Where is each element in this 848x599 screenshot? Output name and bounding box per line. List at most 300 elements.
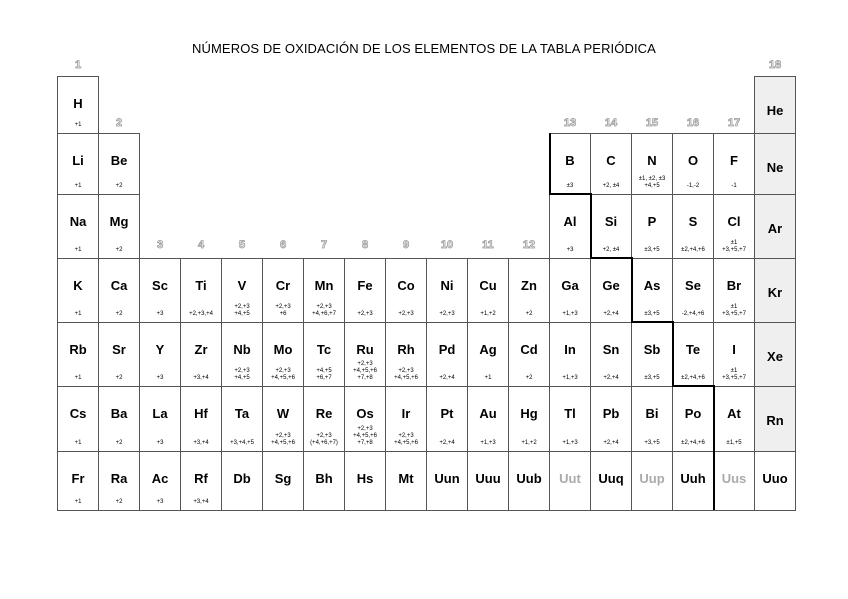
metal-nonmetal-divider — [549, 133, 551, 194]
oxidation-state-line: +3,+4,+5 — [230, 440, 254, 446]
element-symbol: Pt — [440, 406, 454, 421]
element-cell-po — [672, 386, 714, 452]
element-symbol: Xe — [767, 349, 783, 364]
oxidation-state-line: +2,+3 — [398, 368, 414, 374]
oxidation-state-line: +2,+3 — [357, 426, 373, 432]
group-label-13: 13 — [563, 117, 577, 129]
oxidation-state-line: ±3,+5 — [644, 247, 660, 253]
element-cell-si — [590, 194, 632, 259]
element-cell-cd — [508, 322, 550, 387]
element-symbol: Ni — [440, 278, 454, 293]
oxidation-state-line: ±1, ±2, ±3 — [638, 176, 666, 182]
element-cell-f — [713, 133, 755, 195]
oxidation-states — [509, 311, 549, 318]
oxidation-states — [345, 361, 385, 382]
element-cell-ni — [426, 258, 468, 323]
element-cell-ag — [467, 322, 509, 387]
element-cell-pb — [590, 386, 632, 452]
oxidation-states — [304, 433, 344, 447]
element-cell-bi — [631, 386, 673, 452]
element-symbol: Hg — [520, 406, 538, 421]
oxidation-state-line: (+4,+6,+7) — [310, 440, 338, 446]
oxidation-state-line: +1 — [74, 311, 82, 317]
oxidation-state-line: +3,+5,+7 — [722, 311, 746, 317]
oxidation-states — [386, 368, 426, 382]
element-symbol: Ra — [110, 471, 128, 486]
oxidation-state-line: +2,+3 — [357, 311, 373, 317]
element-cell-ti — [180, 258, 222, 323]
oxidation-state-line: ±3,+5 — [644, 375, 660, 381]
element-symbol: F — [730, 153, 738, 168]
element-cell-tl — [549, 386, 591, 452]
oxidation-states — [673, 311, 713, 318]
element-cell-tc — [303, 322, 345, 387]
element-cell-br — [713, 258, 755, 323]
oxidation-states — [345, 311, 385, 318]
oxidation-states — [58, 375, 98, 382]
oxidation-state-line: ±1,+5 — [726, 440, 742, 446]
oxidation-states — [509, 375, 549, 382]
element-cell-sb — [631, 322, 673, 387]
element-symbol: Rb — [69, 342, 87, 357]
element-cell-os — [344, 386, 386, 452]
element-symbol: W — [276, 406, 290, 421]
oxidation-states — [222, 368, 262, 382]
oxidation-state-line: +4,+5 — [644, 183, 660, 189]
oxidation-states — [386, 433, 426, 447]
element-cell-fr — [57, 451, 99, 511]
element-cell-sn — [590, 322, 632, 387]
element-cell-mt — [385, 451, 427, 511]
oxidation-state-line: +2, ±4 — [602, 183, 620, 189]
oxidation-state-line: +3 — [156, 311, 164, 317]
element-cell-ru — [344, 322, 386, 387]
group-label-17: 17 — [727, 117, 741, 129]
oxidation-states — [58, 247, 98, 254]
element-cell-la — [139, 386, 181, 452]
element-symbol: Mn — [314, 278, 334, 293]
element-cell-ca — [98, 258, 140, 323]
metal-nonmetal-divider — [590, 193, 592, 259]
oxidation-states — [427, 311, 467, 318]
oxidation-state-line: -1 — [731, 183, 737, 189]
oxidation-states — [714, 368, 754, 382]
element-symbol: Uub — [516, 471, 542, 486]
oxidation-state-line: +2,+3 — [234, 368, 250, 374]
element-cell-rf — [180, 451, 222, 511]
element-symbol: Hf — [194, 406, 208, 421]
oxidation-state-line: +4,+5,+6 — [271, 375, 295, 381]
group-label-5: 5 — [238, 239, 246, 251]
oxidation-state-line: +1,+3 — [480, 440, 496, 446]
oxidation-states — [632, 311, 672, 318]
oxidation-states — [304, 368, 344, 382]
oxidation-state-line: +4,+5,+6 — [394, 375, 418, 381]
element-symbol: Ne — [766, 160, 784, 175]
element-symbol: Fe — [357, 278, 373, 293]
group-label-9: 9 — [402, 239, 410, 251]
oxidation-states — [673, 247, 713, 254]
oxidation-state-line: +4,+5 — [316, 368, 332, 374]
oxidation-state-line: +3,+5 — [644, 440, 660, 446]
element-cell-co — [385, 258, 427, 323]
metal-nonmetal-divider — [590, 257, 633, 259]
element-symbol: Pd — [438, 342, 456, 357]
element-cell-uut — [549, 451, 591, 511]
element-cell-ra — [98, 451, 140, 511]
oxidation-states — [345, 426, 385, 447]
element-symbol: Se — [685, 278, 701, 293]
element-symbol: As — [643, 278, 661, 293]
oxidation-state-line: +2,+3 — [398, 433, 414, 439]
oxidation-state-line: +2 — [115, 499, 123, 505]
oxidation-states — [99, 183, 139, 190]
oxidation-state-line: +1 — [74, 247, 82, 253]
oxidation-state-line: +3,+4 — [193, 440, 209, 446]
group-label-2: 2 — [115, 117, 123, 129]
element-symbol: C — [606, 153, 616, 168]
element-symbol: P — [647, 214, 657, 229]
oxidation-state-line: -2,+4,+6 — [681, 311, 705, 317]
oxidation-states — [714, 440, 754, 447]
oxidation-states — [673, 183, 713, 190]
oxidation-state-line: +1 — [74, 183, 82, 189]
element-cell-k — [57, 258, 99, 323]
element-symbol: Uun — [434, 471, 460, 486]
oxidation-states — [632, 375, 672, 382]
oxidation-states — [58, 311, 98, 318]
element-cell-at — [713, 386, 755, 452]
element-cell-sc — [139, 258, 181, 323]
element-cell-nb — [221, 322, 263, 387]
element-cell-sg — [262, 451, 304, 511]
element-symbol: Uuu — [475, 471, 501, 486]
oxidation-state-line: +2,+4 — [603, 375, 619, 381]
oxidation-state-line: ±1 — [730, 368, 738, 374]
element-symbol: H — [73, 96, 83, 111]
group-label-7: 7 — [320, 239, 328, 251]
element-cell-uuu — [467, 451, 509, 511]
oxidation-state-line: +3,+4 — [193, 375, 209, 381]
oxidation-state-line: +1 — [484, 375, 492, 381]
oxidation-state-line: +2,+3 — [275, 433, 291, 439]
oxidation-state-line: +2 — [115, 311, 123, 317]
element-cell-zn — [508, 258, 550, 323]
element-symbol: Uup — [639, 471, 665, 486]
oxidation-state-line: ±3 — [566, 183, 574, 189]
element-symbol: I — [732, 342, 736, 357]
oxidation-state-line: +3 — [156, 375, 164, 381]
element-cell-uuo — [754, 451, 796, 511]
element-cell-al — [549, 194, 591, 259]
element-symbol: Os — [356, 406, 374, 421]
element-symbol: Rh — [397, 342, 415, 357]
oxidation-state-line: +3,+4 — [193, 499, 209, 505]
element-cell-be — [98, 133, 140, 195]
element-cell-in — [549, 322, 591, 387]
oxidation-states — [509, 440, 549, 447]
group-label-12: 12 — [522, 239, 536, 251]
element-symbol: N — [647, 153, 657, 168]
oxidation-state-line: +2 — [115, 440, 123, 446]
oxidation-state-line: +2,+3 — [316, 433, 332, 439]
element-symbol: Cd — [520, 342, 538, 357]
element-symbol: La — [152, 406, 168, 421]
element-symbol: Sc — [152, 278, 168, 293]
oxidation-state-line: +2 — [525, 311, 533, 317]
element-cell-cs — [57, 386, 99, 452]
oxidation-states — [714, 304, 754, 318]
element-symbol: Co — [397, 278, 415, 293]
element-cell-ta — [221, 386, 263, 452]
element-cell-rh — [385, 322, 427, 387]
element-symbol: K — [73, 278, 83, 293]
oxidation-state-line: +2 — [525, 375, 533, 381]
oxidation-states — [222, 440, 262, 447]
element-symbol: Uut — [559, 471, 581, 486]
oxidation-states — [550, 247, 590, 254]
element-symbol: Mt — [398, 471, 414, 486]
oxidation-state-line: ±1 — [730, 304, 738, 310]
oxidation-states — [263, 368, 303, 382]
element-symbol: Sn — [602, 342, 620, 357]
element-symbol: Bh — [315, 471, 333, 486]
element-symbol: Br — [726, 278, 742, 293]
oxidation-state-line: ±2,+4,+6 — [681, 440, 705, 446]
oxidation-state-line: +1 — [74, 122, 82, 128]
oxidation-state-line: +4,+5,+6 — [394, 440, 418, 446]
oxidation-states — [181, 499, 221, 506]
element-cell-h — [57, 76, 99, 134]
oxidation-state-line: +2,+4 — [439, 440, 455, 446]
element-symbol: Uus — [721, 471, 747, 486]
group-label-3: 3 — [156, 239, 164, 251]
oxidation-states — [263, 433, 303, 447]
oxidation-states — [140, 499, 180, 506]
oxidation-state-line: +1,+2 — [480, 311, 496, 317]
element-cell-o — [672, 133, 714, 195]
element-cell-ge — [590, 258, 632, 323]
element-symbol: Au — [479, 406, 497, 421]
element-cell-uus — [713, 451, 755, 511]
element-symbol: Na — [69, 214, 87, 229]
element-symbol: Bi — [645, 406, 659, 421]
oxidation-state-line: +2 — [115, 183, 123, 189]
element-symbol: Be — [110, 153, 128, 168]
element-symbol: Kr — [767, 285, 783, 300]
element-symbol: Y — [155, 342, 165, 357]
oxidation-state-line: +3 — [566, 247, 574, 253]
element-symbol: Ar — [767, 221, 783, 236]
oxidation-states — [632, 247, 672, 254]
oxidation-state-line: +7,+8 — [357, 375, 373, 381]
element-cell-n — [631, 133, 673, 195]
oxidation-state-line: +2,+3 — [439, 311, 455, 317]
oxidation-states — [140, 311, 180, 318]
element-cell-b — [549, 133, 591, 195]
oxidation-state-line: +2,+3,+4 — [189, 311, 213, 317]
metal-nonmetal-divider — [631, 257, 633, 323]
group-label-16: 16 — [686, 117, 700, 129]
element-cell-ba — [98, 386, 140, 452]
oxidation-states — [99, 247, 139, 254]
element-symbol: Tc — [316, 342, 332, 357]
metal-nonmetal-divider — [631, 321, 674, 323]
element-symbol: Pb — [602, 406, 620, 421]
oxidation-state-line: +2,+3 — [398, 311, 414, 317]
group-label-10: 10 — [440, 239, 454, 251]
oxidation-states — [591, 183, 631, 190]
oxidation-state-line: +6,+7 — [316, 375, 332, 381]
element-cell-ac — [139, 451, 181, 511]
oxidation-states — [632, 176, 672, 190]
element-symbol: Db — [233, 471, 251, 486]
oxidation-states — [591, 311, 631, 318]
element-cell-rn — [754, 386, 796, 452]
element-cell-y — [139, 322, 181, 387]
element-cell-fe — [344, 258, 386, 323]
oxidation-state-line: +2, ±4 — [602, 247, 620, 253]
element-cell-cr — [262, 258, 304, 323]
element-symbol: Mg — [109, 214, 129, 229]
oxidation-states — [673, 440, 713, 447]
group-label-8: 8 — [361, 239, 369, 251]
oxidation-state-line: +4,+5,+6 — [271, 440, 295, 446]
element-symbol: Re — [315, 406, 333, 421]
element-symbol: Hs — [356, 471, 374, 486]
element-cell-p — [631, 194, 673, 259]
oxidation-state-line: +1 — [74, 499, 82, 505]
oxidation-state-line: +1 — [74, 375, 82, 381]
oxidation-states — [550, 183, 590, 190]
element-symbol: Rf — [194, 471, 208, 486]
element-cell-hg — [508, 386, 550, 452]
oxidation-states — [181, 311, 221, 318]
element-cell-pt — [426, 386, 468, 452]
oxidation-states — [468, 375, 508, 382]
oxidation-states — [591, 440, 631, 447]
element-symbol: Cl — [727, 214, 741, 229]
oxidation-state-line: ±2,+4,+6 — [681, 375, 705, 381]
element-symbol: Cr — [275, 278, 291, 293]
oxidation-state-line: ±3,+5 — [644, 311, 660, 317]
oxidation-states — [386, 311, 426, 318]
oxidation-states — [181, 375, 221, 382]
element-cell-uuq — [590, 451, 632, 511]
oxidation-states — [673, 375, 713, 382]
element-cell-i — [713, 322, 755, 387]
element-symbol: Cs — [69, 406, 87, 421]
element-symbol: B — [565, 153, 575, 168]
oxidation-states — [632, 440, 672, 447]
element-symbol: Ge — [602, 278, 620, 293]
element-cell-sr — [98, 322, 140, 387]
element-symbol: At — [727, 406, 741, 421]
element-symbol: Fr — [71, 471, 85, 486]
group-label-1: 1 — [74, 59, 82, 71]
oxidation-states — [468, 440, 508, 447]
element-symbol: Ti — [195, 278, 207, 293]
element-cell-c — [590, 133, 632, 195]
group-label-6: 6 — [279, 239, 287, 251]
oxidation-state-line: +2,+3 — [316, 304, 332, 310]
element-symbol: Tl — [564, 406, 576, 421]
oxidation-state-line: +1 — [74, 440, 82, 446]
element-cell-hs — [344, 451, 386, 511]
element-cell-xe — [754, 322, 796, 387]
element-cell-au — [467, 386, 509, 452]
element-symbol: Ga — [561, 278, 579, 293]
group-label-18: 18 — [768, 59, 782, 71]
element-cell-uub — [508, 451, 550, 511]
oxidation-state-line: +4,+5 — [234, 375, 250, 381]
metal-nonmetal-divider — [672, 321, 674, 387]
oxidation-states — [99, 440, 139, 447]
element-symbol: V — [237, 278, 247, 293]
oxidation-states — [714, 240, 754, 254]
oxidation-state-line: +2,+4 — [603, 440, 619, 446]
oxidation-state-line: +7,+8 — [357, 440, 373, 446]
oxidation-states — [427, 375, 467, 382]
page-title: NÚMEROS DE OXIDACIÓN DE LOS ELEMENTOS DE LA TABLA PERIÓDICA — [192, 41, 656, 56]
oxidation-states — [427, 440, 467, 447]
element-symbol: Cu — [479, 278, 497, 293]
oxidation-states — [714, 183, 754, 190]
oxidation-state-line: +6 — [279, 311, 287, 317]
oxidation-states — [99, 499, 139, 506]
element-symbol: Al — [563, 214, 577, 229]
element-cell-uup — [631, 451, 673, 511]
element-cell-ar — [754, 194, 796, 259]
element-cell-ga — [549, 258, 591, 323]
element-symbol: Sg — [274, 471, 292, 486]
oxidation-states — [58, 499, 98, 506]
element-symbol: Te — [685, 342, 701, 357]
oxidation-state-line: +2,+3 — [234, 304, 250, 310]
oxidation-state-line: +1,+3 — [562, 375, 578, 381]
element-symbol: Po — [684, 406, 702, 421]
oxidation-state-line: +3,+5,+7 — [722, 247, 746, 253]
element-cell-mn — [303, 258, 345, 323]
element-symbol: Zr — [194, 342, 208, 357]
element-symbol: Ru — [356, 342, 374, 357]
oxidation-states — [263, 304, 303, 318]
oxidation-state-line: +3,+5,+7 — [722, 375, 746, 381]
element-cell-w — [262, 386, 304, 452]
oxidation-states — [591, 375, 631, 382]
element-cell-s — [672, 194, 714, 259]
oxidation-state-line: +1,+3 — [562, 311, 578, 317]
element-symbol: Ag — [479, 342, 497, 357]
oxidation-state-line: +2,+3 — [357, 361, 373, 367]
element-symbol: O — [687, 153, 699, 168]
element-cell-ir — [385, 386, 427, 452]
element-cell-uuh — [672, 451, 714, 511]
element-cell-uun — [426, 451, 468, 511]
element-symbol: Sb — [643, 342, 661, 357]
metal-nonmetal-divider — [713, 385, 715, 510]
oxidation-state-line: +1,+3 — [562, 440, 578, 446]
element-cell-db — [221, 451, 263, 511]
element-cell-li — [57, 133, 99, 195]
element-symbol: Ba — [110, 406, 128, 421]
element-symbol: S — [688, 214, 698, 229]
element-cell-hf — [180, 386, 222, 452]
oxidation-state-line: -1,-2 — [686, 183, 700, 189]
element-cell-se — [672, 258, 714, 323]
oxidation-states — [550, 375, 590, 382]
oxidation-states — [140, 440, 180, 447]
